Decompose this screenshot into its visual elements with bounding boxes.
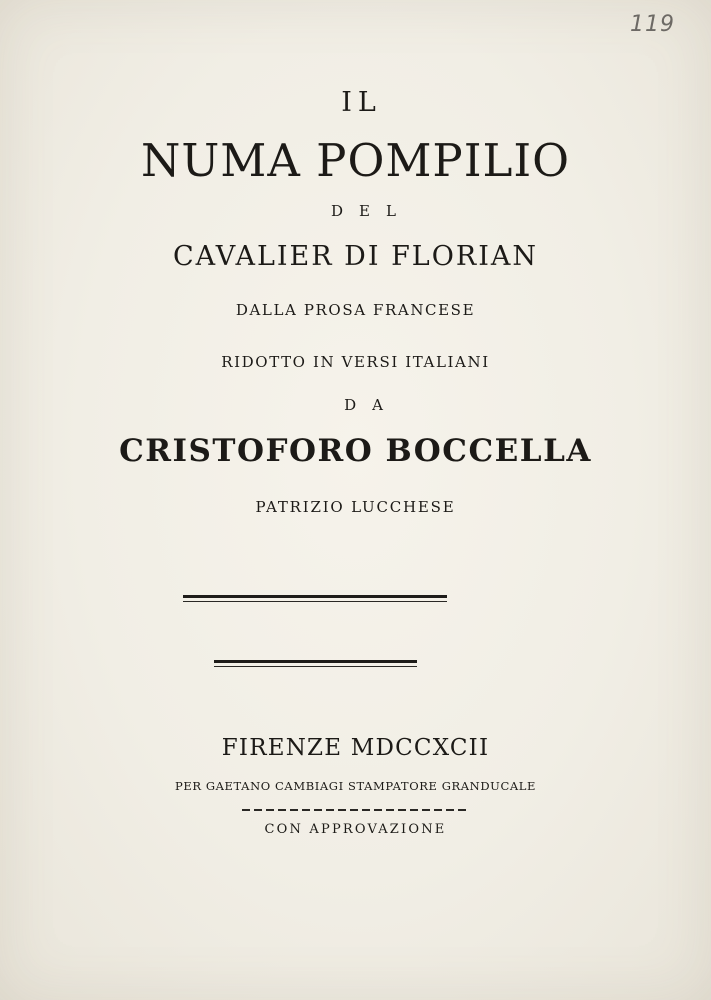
imprint-approval: CON APPROVAZIONE [264, 822, 447, 837]
translator-name: CRISTOFORO BOCCELLA [119, 433, 592, 469]
author-name: CAVALIER DI FLORIAN [172, 241, 538, 272]
dashed-divider [242, 809, 468, 811]
ornamental-rule-lower [214, 660, 417, 667]
ornamental-rule-upper [183, 595, 447, 602]
source-note: DALLA PROSA FRANCESE [235, 301, 476, 319]
title-prefix: IL [341, 87, 382, 118]
verse-note: RIDOTTO IN VERSI ITALIANI [221, 353, 490, 371]
imprint-city-year: FIRENZE MDCCXCII [221, 735, 490, 761]
title-connector-da: DA [344, 396, 399, 414]
translator-title: PATRIZIO LUCCHESE [255, 498, 456, 516]
imprint-printer: PER GAETANO CAMBIAGI STAMPATORE GRANDUCALE [174, 779, 536, 793]
handwritten-annotation: 119 [630, 12, 675, 37]
title-connector-del: DEL [331, 202, 412, 220]
book-title: NUMA POMPILIO [140, 134, 571, 187]
